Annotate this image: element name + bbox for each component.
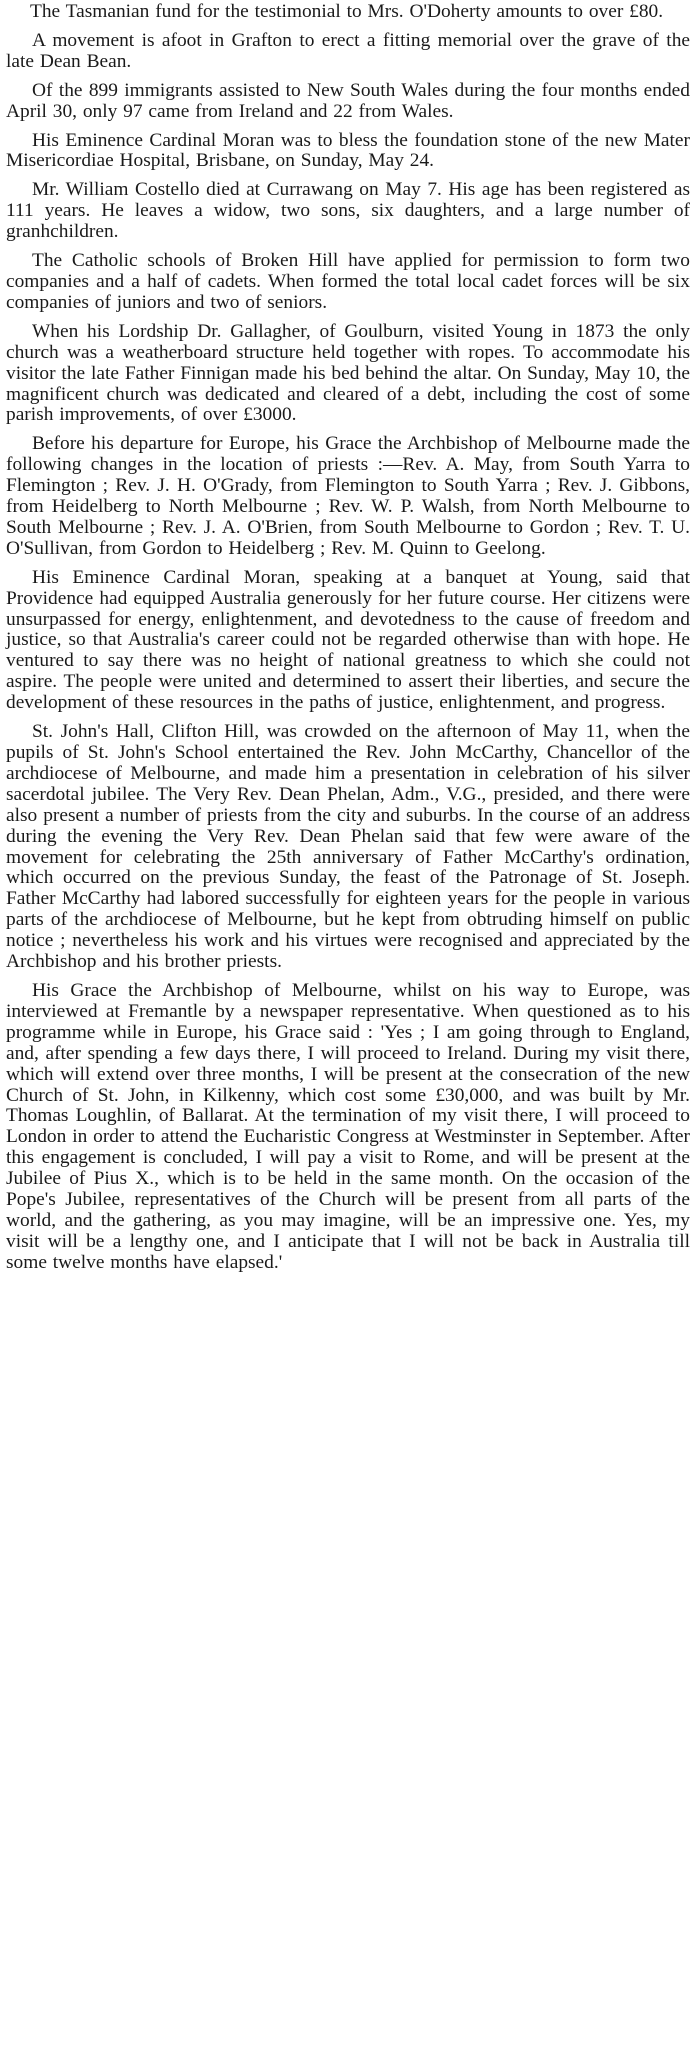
news-item-immigrants: Of the 899 immigrants assisted to New South Wales during the four months ended April 30, only 97 came from Ireland and 22 from Wales.: [6, 79, 690, 122]
news-item-mater-hospital: His Eminence Cardinal Moran was to bless the foundation stone of the new Mater Misericordiae Hospital, Brisbane, on Sunday, May 24.: [6, 129, 690, 172]
news-item-priest-changes: Before his departure for Europe, his Grace the Archbishop of Melbourne made the following changes in the location of priests :—Rev. A. May, from South Yarra to Flemington ; Rev. J. H. O'Grady, from Flemington to South Yarra ; Rev. J. Gibbons, from Heidelberg to North Melbourne ; Rev. W. P. Walsh, from North Melbourne to South Melbourne ; Rev. J. A. O'Brien, from South Melbourne to Gordon ; Rev. T. U. O'Sullivan, from Gordon to Heidelberg ; Rev. M. Quinn to Geelong.: [6, 433, 690, 559]
news-item-st-johns-hall: St. John's Hall, Clifton Hill, was crowded on the afternoon of May 11, when the pupils of St. John's School entertained the Rev. John McCarthy, Chancellor of the archdiocese of Melbourne, and made him a presentation in celebration of his silver sacerdotal jubilee. The Very Rev. Dean Phelan, Adm., V.G., presided, and there were also present a number of priests from the city and suburbs. In the course of an address during the evening the Very Rev. Dean Phelan said that few were aware of the movement for celebrating the 25th anniversary of Father McCarthy's ordination, which occurred on the previous Sunday, the feast of the Patronage of St. Joseph. Father McCarthy had labored successfully for eighteen years for the people in various parts of the archdiocese of Melbourne, but he kept from obtruding himself on public notice ; nevertheless his work and his virtues were recognised and appreciated by the Archbishop and his brother priests.: [6, 721, 690, 973]
news-item-costello-death: Mr. William Costello died at Currawang on May 7. His age has been registered as 111 years. He leaves a widow, two sons, six daughters, and a large number of granhchildren.: [6, 179, 690, 243]
news-item-young-church: When his Lordship Dr. Gallagher, of Goulburn, visited Young in 1873 the only church was a weatherboard structure held together with ropes. To accommodate his visitor the late Father Finnigan made his bed behind the altar. On Sunday, May 10, the magnificent church was dedicated and cleared of a debt, including the cost of some parish improvements, of over £3000.: [6, 320, 690, 426]
news-item-archbishop-interview: His Grace the Archbishop of Melbourne, whilst on his way to Europe, was interviewed at Fremantle by a newspaper representative. When questioned as to his programme while in Europe, his Grace said : 'Yes ; I am going through to England, and, after spending a few days there, I will proceed to Ireland. During my visit there, which will extend over three months, I will be present at the consecration of the new Church of St. John, in Kilkenny, which cost some £30,000, and was built by Mr. Thomas Loughlin, of Ballarat. At the termination of my visit there, I will proceed to London in order to attend the Eucharistic Congress at Westminster in September. After this engagement is concluded, I will pay a visit to Rome, and will be present at the Jubilee of Pius X., which is to be held in the same month. On the occasion of the Pope's Jubilee, representatives of the Church will be present from all parts of the world, and the gathering, as you may imagine, will be an impressive one. Yes, my visit will be a lengthy one, and I anticipate that I will not be back in Australia till some twelve months have elapsed.': [6, 979, 690, 1273]
news-column: [6, 0, 690, 1282]
news-item-tasmanian-fund: The Tasmanian fund for the testimonial to Mrs. O'Doherty amounts to over £80.: [30, 1, 664, 22]
news-item-broken-hill-cadets: The Catholic schools of Broken Hill have applied for permission to form two companies and a half of cadets. When formed the total local cadet forces will be six companies of juniors and two of seniors.: [6, 250, 690, 313]
news-item-moran-banquet: His Eminence Cardinal Moran, speaking at a banquet at Young, said that Providence had equipped Australia generously for her future course. Her citizens were unsurpassed for energy, enlightenment, and devotedness to the cause of freedom and justice, so that Australia's career could not be regarded otherwise than with hope. He ventured to say there was no height of national greatness to which she could not aspire. The people were united and determined to assert their liberties, and secure the development of these resources in the paths of justice, enlightenment, and progress.: [6, 566, 690, 714]
news-item-grafton-memorial: A movement is afoot in Grafton to erect a fitting memorial over the grave of the late Dean Bean.: [6, 29, 690, 72]
